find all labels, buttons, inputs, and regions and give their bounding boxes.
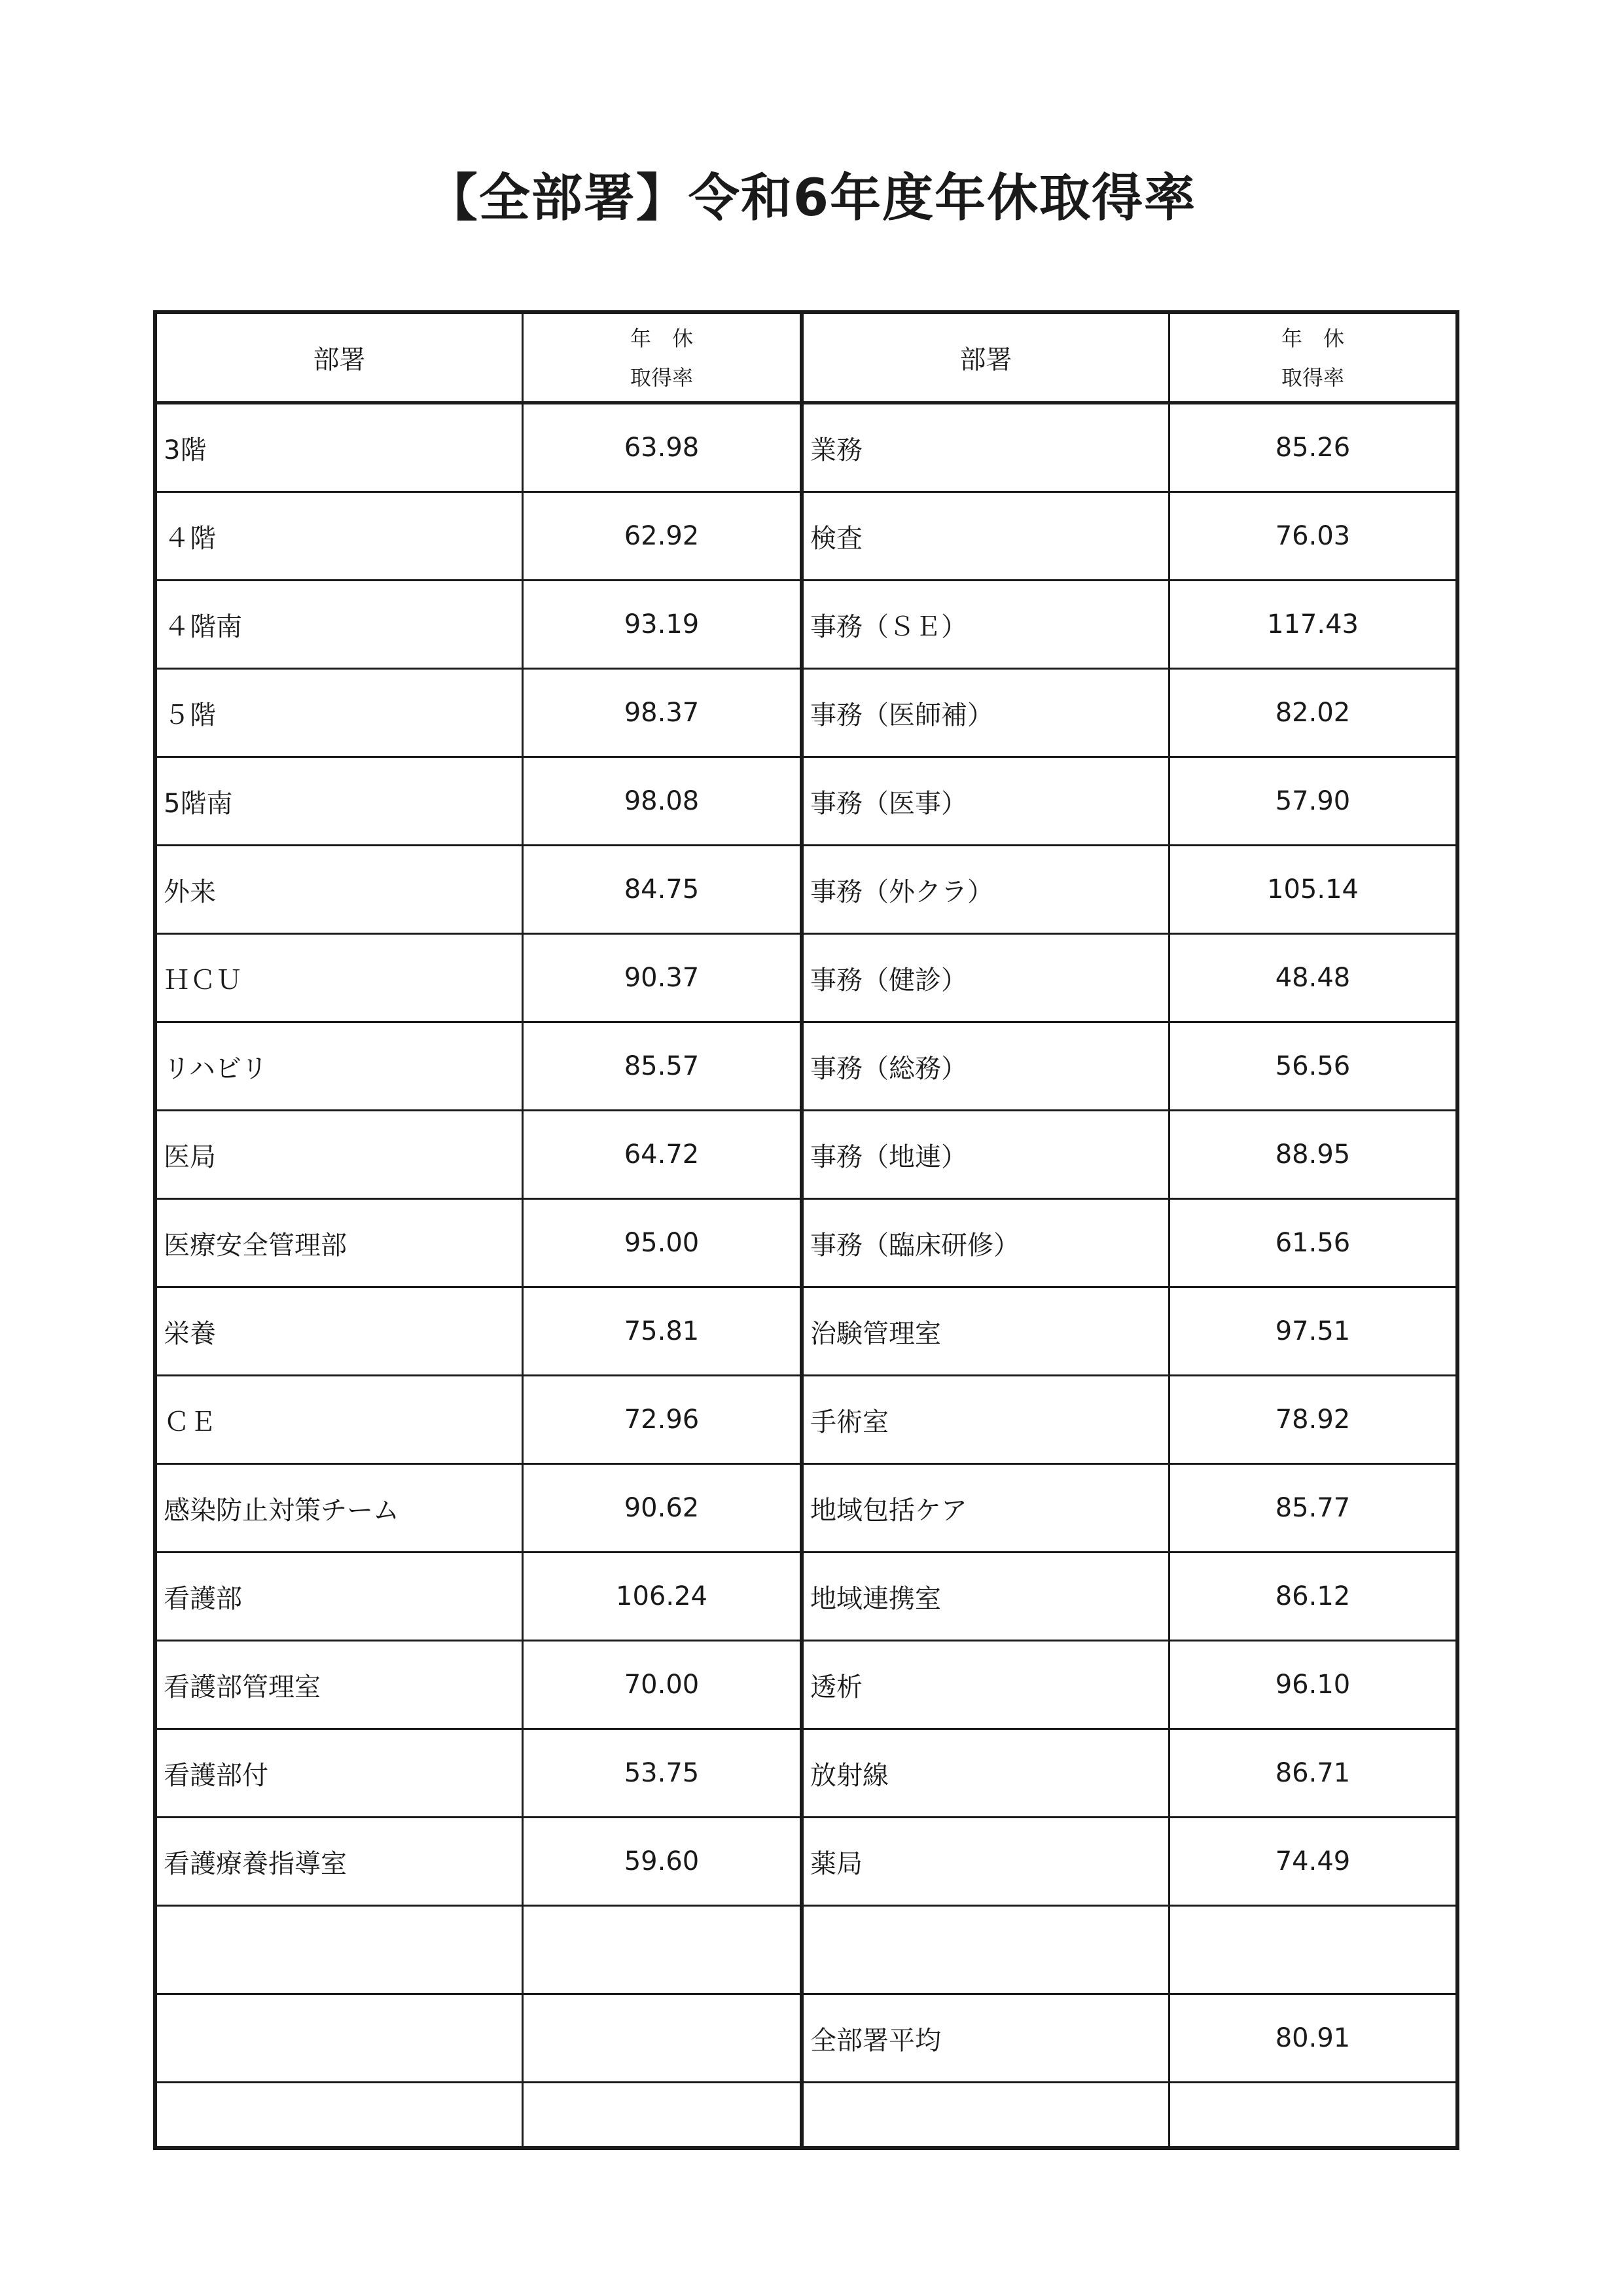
dept-cell: 事務（健診）	[804, 935, 1170, 1021]
rate-cell: 85.26	[1275, 433, 1351, 463]
table-row	[804, 581, 1455, 670]
dept-cell: 看護部管理室	[157, 1641, 524, 1728]
rate-cell: 88.95	[1275, 1139, 1351, 1170]
rate-cell: 75.81	[624, 1316, 700, 1346]
table-row	[157, 1553, 800, 1641]
dept-cell: 事務（医事）	[804, 758, 1170, 844]
dept-cell	[804, 1907, 1170, 1993]
table-row	[157, 1465, 800, 1553]
table-row	[804, 1641, 1455, 1730]
dept-cell: 薬局	[804, 1818, 1170, 1905]
rate-cell: 93.19	[624, 609, 700, 639]
dept-cell: 事務（総務）	[804, 1023, 1170, 1109]
dept-cell: ４階	[157, 493, 524, 579]
dept-cell: 感染防止対策チーム	[157, 1465, 524, 1551]
rate-cell: 98.37	[624, 698, 700, 728]
dept-cell: 栄養	[157, 1288, 524, 1374]
table-row	[157, 581, 800, 670]
rate-cell: 97.51	[1275, 1316, 1351, 1346]
header-rate-line2: 取得率	[1281, 365, 1344, 390]
rate-cell: 70.00	[624, 1670, 700, 1700]
dept-cell: 看護療養指導室	[157, 1818, 524, 1905]
table-left-body	[157, 404, 800, 2146]
header-rate-line1: 年 休	[630, 325, 693, 351]
table-row	[804, 1553, 1455, 1641]
rate-cell: 80.91	[1275, 2023, 1351, 2053]
table-row	[157, 935, 800, 1023]
rate-cell: 62.92	[624, 521, 700, 551]
dept-cell: 全部署平均	[804, 1995, 1170, 2081]
dept-cell: 事務（地連）	[804, 1111, 1170, 1198]
rate-cell: 96.10	[1275, 1670, 1351, 1700]
table-row	[157, 1730, 800, 1818]
table-left-half	[157, 314, 804, 2146]
dept-cell: ５階	[157, 670, 524, 756]
rate-cell: 63.98	[624, 433, 700, 463]
table-row	[804, 1023, 1455, 1111]
page-title: 【全部署】令和6年度年休取得率	[426, 169, 1197, 228]
rate-cell: 72.96	[624, 1405, 700, 1435]
table-row	[804, 1200, 1455, 1288]
table-right-half	[804, 314, 1455, 2146]
header-rate	[524, 314, 800, 401]
table-row	[157, 846, 800, 935]
dept-cell: リハビリ	[157, 1023, 524, 1109]
rate-cell	[524, 1995, 800, 2081]
dept-cell: 5階南	[157, 758, 524, 844]
rate-cell: 106.24	[616, 1581, 707, 1611]
table-row	[804, 1465, 1455, 1553]
rate-cell	[1170, 2083, 1455, 2146]
header-rate	[1170, 314, 1455, 401]
table-row	[804, 1907, 1455, 1995]
header-dept: 部署	[157, 314, 524, 401]
rate-cell: 98.08	[624, 786, 700, 816]
table-row	[804, 493, 1455, 581]
table-row	[157, 404, 800, 493]
dept-cell	[157, 1907, 524, 1993]
rate-cell: 56.56	[1275, 1051, 1351, 1081]
dept-cell: ４階南	[157, 581, 524, 668]
table-row	[157, 1818, 800, 1907]
dept-cell: 看護部付	[157, 1730, 524, 1816]
dept-cell: 地域包括ケア	[804, 1465, 1170, 1551]
dept-cell: 透析	[804, 1641, 1170, 1728]
rate-cell: 86.71	[1275, 1758, 1351, 1788]
table-row	[804, 1730, 1455, 1818]
table-row	[157, 670, 800, 758]
dept-cell	[804, 2083, 1170, 2146]
table-row	[804, 404, 1455, 493]
dept-cell: 業務	[804, 404, 1170, 491]
table-row	[804, 2083, 1455, 2146]
table-row	[804, 758, 1455, 846]
rate-cell: 82.02	[1275, 698, 1351, 728]
rate-cell: 76.03	[1275, 521, 1351, 551]
dept-cell	[157, 1995, 524, 2081]
dept-cell: ＣＥ	[157, 1376, 524, 1463]
table-row	[157, 2083, 800, 2146]
dept-cell: 手術室	[804, 1376, 1170, 1463]
rate-cell: 105.14	[1267, 874, 1359, 905]
rate-cell: 84.75	[624, 874, 700, 905]
rate-cell: 74.49	[1275, 1846, 1351, 1876]
table-row	[804, 846, 1455, 935]
table-row	[804, 1818, 1455, 1907]
rate-cell: 95.00	[624, 1228, 700, 1258]
rate-cell: 57.90	[1275, 786, 1351, 816]
rate-cell: 90.62	[624, 1493, 700, 1523]
table-row	[157, 758, 800, 846]
table-row	[157, 1023, 800, 1111]
table-row	[157, 493, 800, 581]
rate-cell	[524, 2083, 800, 2146]
rate-cell: 117.43	[1267, 609, 1359, 639]
dept-cell: 医療安全管理部	[157, 1200, 524, 1286]
dept-cell: 検査	[804, 493, 1170, 579]
table-header-right	[804, 314, 1455, 404]
table-row	[157, 1641, 800, 1730]
leave-rate-table	[153, 310, 1459, 2150]
table-row	[804, 1111, 1455, 1200]
rate-cell: 48.48	[1275, 963, 1351, 993]
rate-cell: 86.12	[1275, 1581, 1351, 1611]
dept-cell: 外来	[157, 846, 524, 933]
rate-cell: 64.72	[624, 1139, 700, 1170]
header-rate-line2: 取得率	[630, 365, 693, 390]
table-row	[804, 1376, 1455, 1465]
rate-cell: 61.56	[1275, 1228, 1351, 1258]
table-row	[157, 1376, 800, 1465]
rate-cell: 78.92	[1275, 1405, 1351, 1435]
dept-cell: 3階	[157, 404, 524, 491]
rate-cell	[524, 1907, 800, 1993]
table-row	[804, 670, 1455, 758]
dept-cell: 事務（臨床研修）	[804, 1200, 1170, 1286]
header-rate-line1: 年 休	[1281, 325, 1344, 351]
table-header-left	[157, 314, 800, 404]
rate-cell: 59.60	[624, 1846, 700, 1876]
rate-cell: 85.77	[1275, 1493, 1351, 1523]
dept-cell: 事務（外クラ）	[804, 846, 1170, 933]
dept-cell: 医局	[157, 1111, 524, 1198]
table-row	[157, 1907, 800, 1995]
dept-cell: 地域連携室	[804, 1553, 1170, 1640]
dept-cell: ＨＣＵ	[157, 935, 524, 1021]
rate-cell: 53.75	[624, 1758, 700, 1788]
table-row	[157, 1995, 800, 2083]
dept-cell: 事務（医師補）	[804, 670, 1170, 756]
rate-cell	[1170, 1907, 1455, 1993]
table-right-body	[804, 404, 1455, 2146]
rate-cell: 85.57	[624, 1051, 700, 1081]
table-row	[804, 935, 1455, 1023]
table-row	[804, 1288, 1455, 1376]
table-row	[157, 1288, 800, 1376]
table-row	[157, 1111, 800, 1200]
dept-cell: 放射線	[804, 1730, 1170, 1816]
rate-cell: 90.37	[624, 963, 700, 993]
dept-cell: 事務（ＳＥ）	[804, 581, 1170, 668]
dept-cell	[157, 2083, 524, 2146]
dept-cell: 治験管理室	[804, 1288, 1170, 1374]
table-row	[157, 1200, 800, 1288]
header-dept: 部署	[804, 314, 1170, 401]
dept-cell: 看護部	[157, 1553, 524, 1640]
table-row	[804, 1995, 1455, 2083]
